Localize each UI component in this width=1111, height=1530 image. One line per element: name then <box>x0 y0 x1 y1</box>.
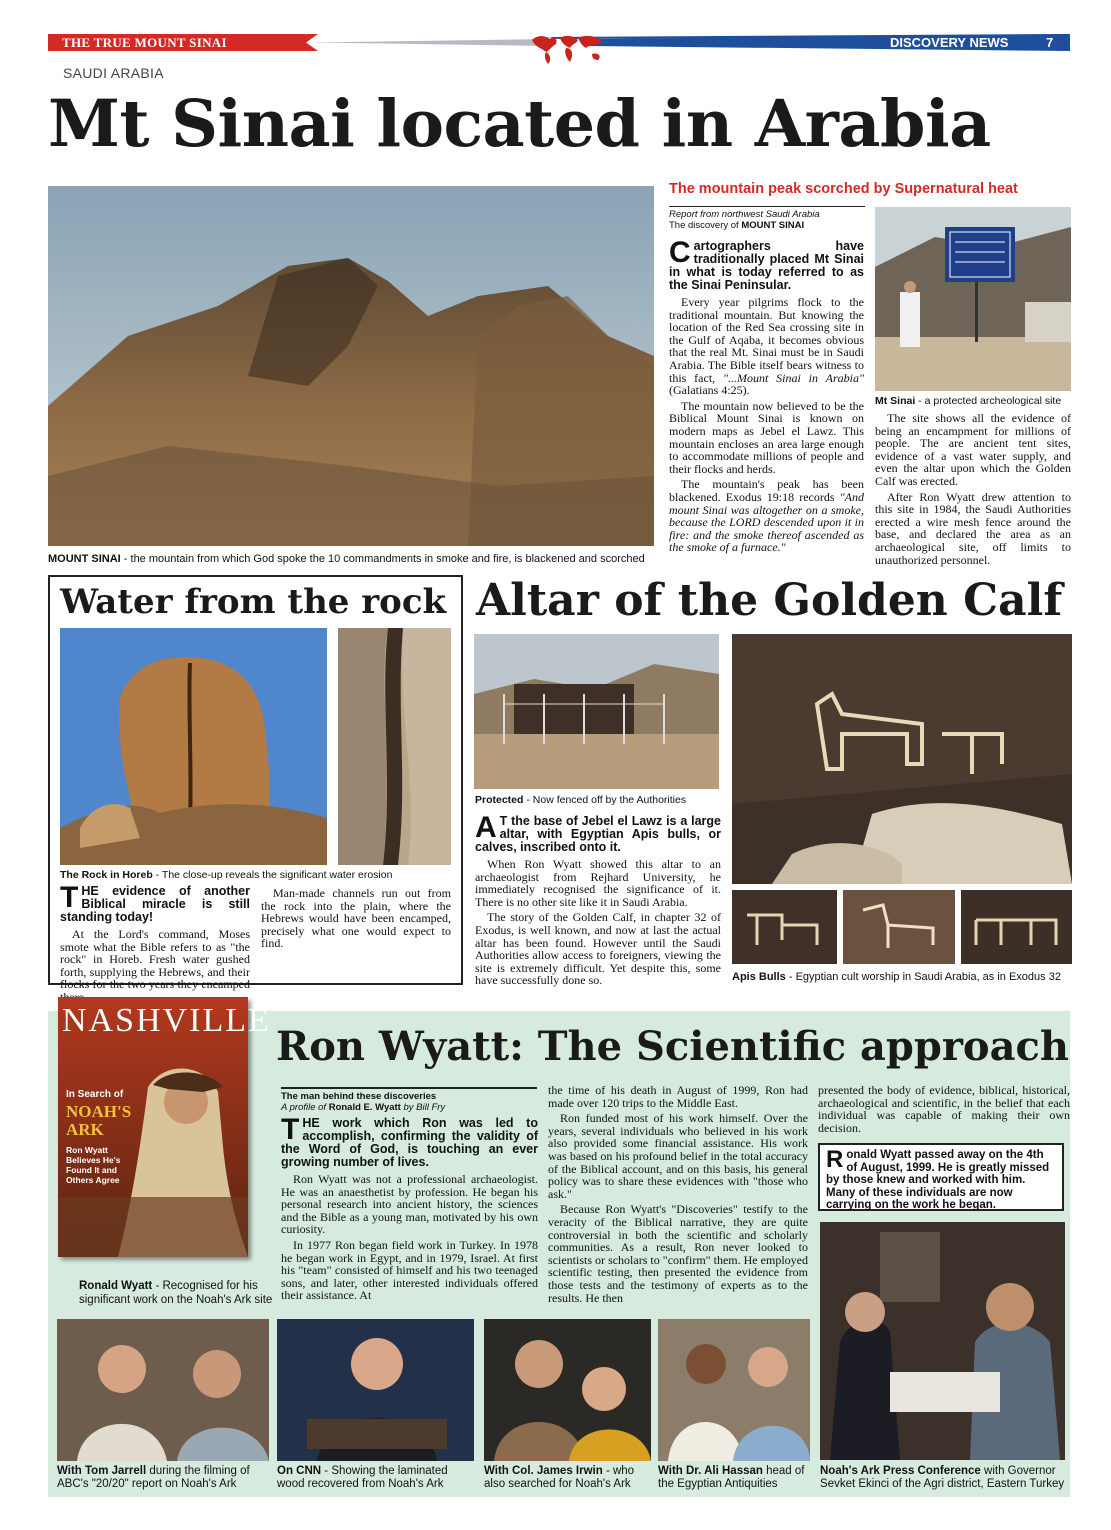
byline-top: The man behind these discoveries <box>281 1091 437 1102</box>
wyatt-col2 <box>548 1084 808 1307</box>
wyatt-p2: In 1977 Ron began field work in Turkey. In 1978 he began work in Egypt, and in 1979, Israel. At first his "team" consisted of himself and his two teenaged sons, and later, other interested individuals offered their assistance. At <box>281 1237 538 1303</box>
magazine-cover-big: NOAH'S ARK <box>66 1102 132 1139</box>
petroglyph-photo-3 <box>961 890 1072 964</box>
wyatt-p5: Because Ron Wyatt's "Discoveries" testify to the veracity of the Biblical narrative, they are quite controversial in both the scientific and scholarly communities. As a result, Ron never looked to scientists or scholars to "confirm" them. He employed scientific testing, then presented the evidence from those tests and the testimony of experts as to the results. He then <box>548 1202 808 1305</box>
report-subject: MOUNT SINAI <box>741 220 805 231</box>
drop-cap: C <box>669 236 691 269</box>
report-line <box>669 206 865 231</box>
water-rock-caption: The Rock in Horeb - The close-up reveals the significant water erosion <box>60 869 393 881</box>
nashville-magazine-cover <box>58 997 271 1257</box>
water-rock-p2: Man-made channels run out from the rock into the plain, where the Hebrews would have been encamped, precisely what one would expect to find. <box>261 886 451 951</box>
section-kicker: SAUDI ARABIA <box>63 65 164 81</box>
caption-tom-jarrell: With Tom Jarrell during the filming of ABC's "20/20" report on Noah's Ark <box>57 1465 250 1490</box>
mount-sinai-caption <box>48 553 658 566</box>
protected-site-p1: The site shows all the evidence of being an encampment for millions of people. The are ancient tent sites, evidence of a vast water supply, and even the altar upon which the Golden Calf was erected. <box>875 411 1071 488</box>
water-rock-p1: At the Lord's command, Moses smote what the Bible refers to as "the rock" in Horeb. Fresh water gushed forth, supplying the Hebrews, and their flocks for the two years they encamped <box>60 927 250 992</box>
photo-ali-hassan <box>658 1319 810 1461</box>
wyatt-col3 <box>818 1084 1070 1137</box>
photo-james-irwin <box>484 1319 651 1461</box>
header-section-title: THE TRUE MOUNT SINAI <box>62 35 227 50</box>
wyatt-p4: Ron funded most of his work himself. Over the years, several individuals who believed in his work also provided some financial assistance. His work was based on his profound belief in the total accuracy of the Biblical account, and on this basis, his general policy was to share these evidences with "those who ask." <box>548 1111 808 1201</box>
mount-sinai-photo <box>48 186 654 546</box>
mountain-story-p2: The mountain now believed to be the Biblical Mount Sinai is known on modern maps as Jebel el Lawz. This mountain encloses an area large enough to accommodate millions of people and their flocks and herds. <box>669 398 864 476</box>
wyatt-byline <box>281 1087 537 1113</box>
main-headline: Mt Sinai located in Arabia <box>48 86 991 162</box>
header-page-number: 7 <box>1046 35 1054 50</box>
water-rock-col1 <box>60 881 250 1007</box>
photo-tom-jarrell <box>57 1319 269 1461</box>
magazine-cover-sub: Ron Wyatt Believes He's Found It and Others Agree <box>66 1145 121 1185</box>
golden-calf-p2: The story of the Golden Calf, in chapter 32 of Exodus, is well known, and now at last the actual altar has been found. However until the Saudi Authorities allow access to foreigners, viewing the site is extremely difficult. Yet despite this, some have successfully done so. <box>475 910 721 988</box>
caption-text: - the mountain from which God spoke the 10 commandments in smoke and fire, is blackened and scorched <box>120 553 645 565</box>
byline-name: Ronald E. Wyatt <box>328 1102 401 1113</box>
magazine-cover-line: In Search of <box>66 1089 124 1100</box>
photo-cnn <box>277 1319 474 1461</box>
wyatt-p6: presented the body of evidence, biblical, historical, archaeological and scientific, in the belief that each individual was capable of making their own decision. <box>818 1083 1070 1135</box>
water-rock-lead: THE evidence of another Biblical miracle is still standing today! <box>60 881 250 924</box>
byline-prefix: A profile of <box>281 1102 329 1113</box>
golden-calf-body <box>475 811 721 990</box>
protected-site-body <box>875 412 1071 569</box>
protected-site-photo <box>875 207 1071 391</box>
wyatt-col1 <box>281 1113 538 1305</box>
byline-author: by Bill Fry <box>400 1102 446 1113</box>
header-publication: DISCOVERY NEWS <box>890 35 1009 50</box>
wyatt-p3: the time of his death in August of 1999, Ron had made over 120 trips to the Middle East. <box>548 1083 808 1110</box>
protected-site-caption: Mt Sinai - a protected archeological site <box>875 395 1062 407</box>
water-rock-col2 <box>261 887 451 953</box>
caption-label: MOUNT SINAI <box>48 553 121 565</box>
rock-of-horeb-photo <box>60 628 327 865</box>
wyatt-portrait-caption: Ronald Wyatt - Recognised for his significant work on the Noah's Ark site <box>79 1280 273 1306</box>
press-conference-photo <box>820 1222 1065 1460</box>
wyatt-memorial-box: Ronald Wyatt passed away on the 4th of August, 1999. He is greatly missed by those knew and worked with him. Many of these individuals are now carrying on the work he began. <box>818 1143 1064 1211</box>
world-map-icon <box>528 30 606 66</box>
mountain-story-p1: Every year pilgrims flock to the traditional mountain. But knowing the location of the Red Sea crossing site in the Gulf of Aqaba, it becomes obvious that the real Mt. Sinai must be in Saudi Arabia. The Bible itself bears witness to this fact, "...Mount Sinai in Arabia" (Galatians 4:25). <box>669 295 864 398</box>
rock-closeup-photo <box>338 628 451 865</box>
altar-fence-caption: Protected - Now fenced off by the Authorities <box>475 794 687 806</box>
golden-calf-lead: A T the base of Jebel el Lawz is a large altar, with Egyptian Apis bulls, or calves, inscribed onto it. <box>475 811 721 854</box>
caption-ali-hassan: With Dr. Ali Hassan head of the Egyptian Antiquities <box>658 1465 805 1490</box>
petroglyph-photo-2 <box>843 890 955 964</box>
magazine-title: NASHVILLE <box>62 1002 271 1039</box>
petroglyph-photo-1 <box>732 890 837 964</box>
report-prefix: The discovery of <box>669 220 742 231</box>
caption-james-irwin: With Col. James Irwin - who also searched for Noah's Ark <box>484 1465 635 1490</box>
petroglyph-main-photo <box>732 634 1072 884</box>
caption-cnn: On CNN - Showing the laminated wood recovered from Noah's Ark <box>277 1465 448 1490</box>
protected-site-p2: After Ron Wyatt drew attention to this site in 1984, the Saudi Authorities erected a wire mesh fence around the base, and declared the area as an archaeological site, off limits to unauthorized personnel. <box>875 489 1071 567</box>
golden-calf-heading: Altar of the Golden Calf <box>476 575 1063 626</box>
wyatt-lead: THE work which Ron was led to accomplish, confirming the validity of the Word of God, is touching an ever growing number of lives. <box>281 1113 538 1169</box>
mountain-story-heading: The mountain peak scorched by Supernatural heat <box>669 181 1018 197</box>
wyatt-p1: Ron Wyatt was not a professional archaeologist. He was an anaesthetist by profession. He began his personal research into ancient history, the sciences and the Bible as a young man, motivated by his own curiosity. <box>281 1172 538 1237</box>
caption-press-conference: Noah's Ark Press Conference with Governor Sevket Ekinci of the Agri district, Eastern Turkey <box>820 1465 1065 1490</box>
mountain-story-p3: The mountain's peak has been blackened. Exodus 19:18 records "And mount Sinai was altogether on a smoke, because the LORD descended upon it in fire: and the smoke thereof ascended as the smoke of a furnace." <box>669 477 864 555</box>
altar-fence-photo <box>474 634 719 789</box>
mountain-story-lead <box>669 236 864 292</box>
golden-calf-p1: When Ron Wyatt showed this altar to an archaeologist from Rejhard University, he immediately recognised the significance of it. There is no other site like it in Saudi Arabia. <box>475 857 721 909</box>
lead-text: artographers have traditionally placed Mt Sinai in what is today referred to as the Sinai Peninsular. <box>669 239 864 292</box>
apis-bulls-caption: Apis Bulls - Egyptian cult worship in Saudi Arabia, as in Exodus 32 <box>732 971 1061 983</box>
water-rock-heading: Water from the rock <box>60 582 447 622</box>
wyatt-heading: Ron Wyatt: The Scientific approach <box>276 1023 1069 1070</box>
report-location: Report from northwest Saudi Arabia <box>669 209 820 220</box>
mountain-story-body <box>669 236 864 557</box>
